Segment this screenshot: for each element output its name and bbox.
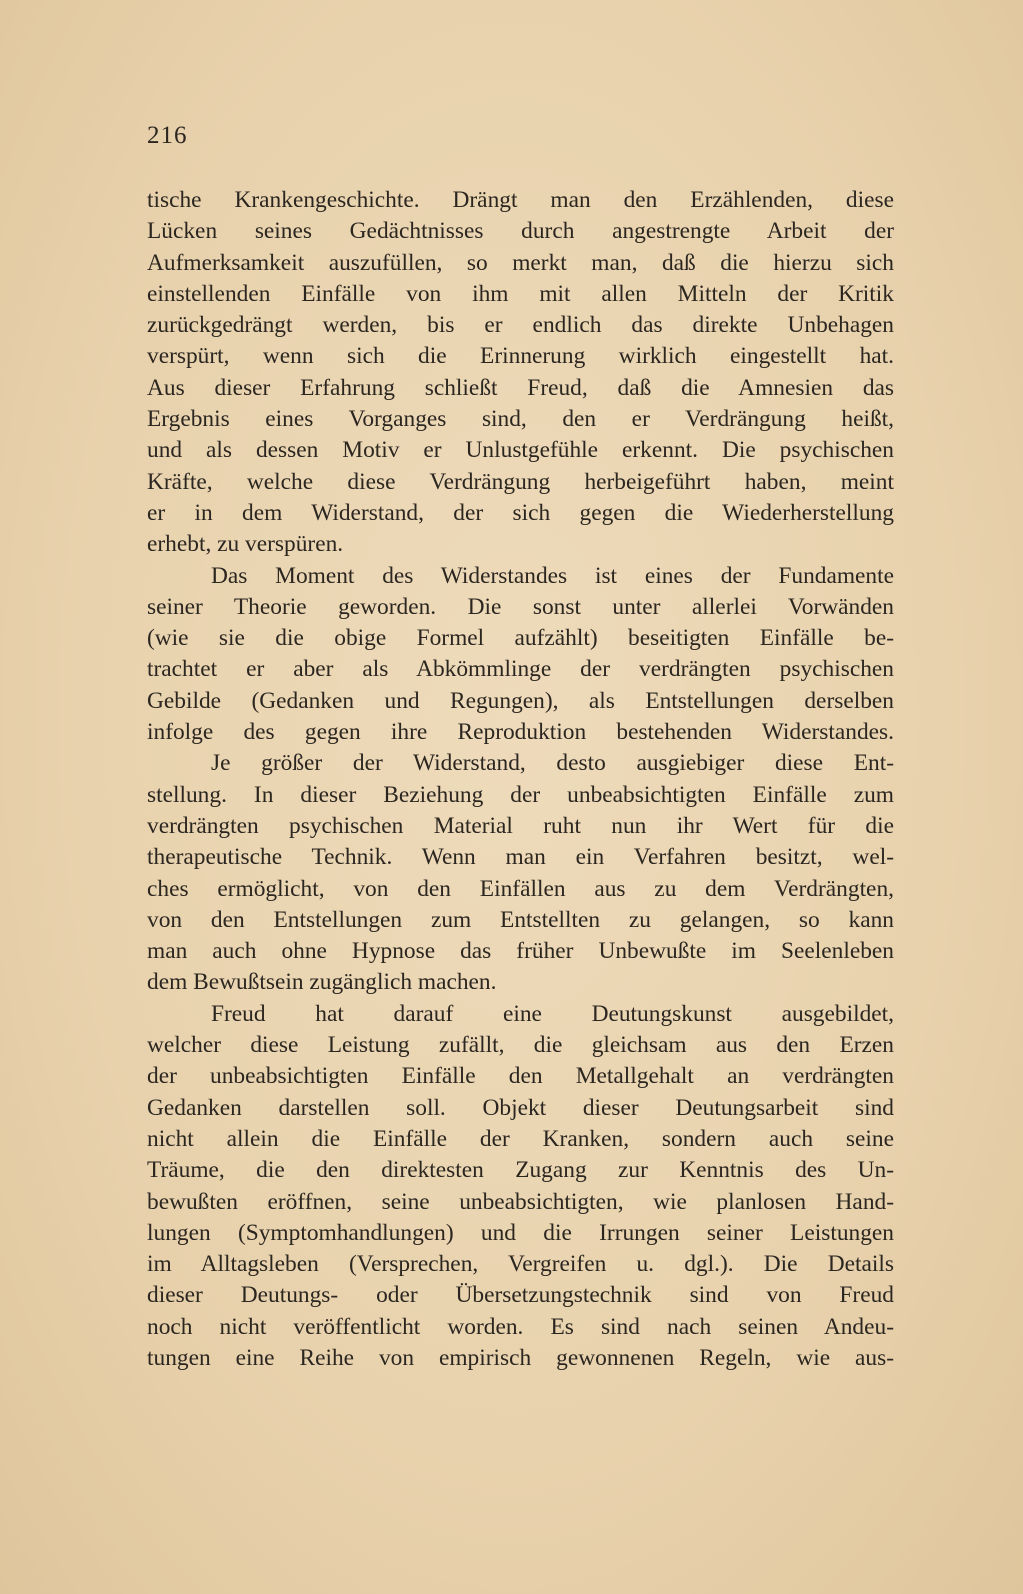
text-line: dem Bewußtsein zugänglich machen. bbox=[147, 969, 497, 996]
text-line: tische Krankengeschichte. Drängt man den Erzählenden, diese bbox=[147, 187, 894, 213]
text-line: stellung. In dieser Beziehung der unbeabsichtigten Einfälle zum bbox=[147, 781, 894, 808]
paragraph bbox=[147, 185, 894, 561]
text-line: er in dem Widerstand, der sich gegen die Wiederherstellung bbox=[147, 499, 894, 526]
text-line: lungen (Symptomhandlungen) und die Irrungen seiner Leistungen bbox=[147, 1219, 894, 1246]
body-text bbox=[147, 185, 894, 1374]
page-number: 216 bbox=[147, 122, 188, 149]
text-line: welcher diese Leistung zufällt, die gleichsam aus den Erzen bbox=[147, 1032, 894, 1059]
text-line: Aus dieser Erfahrung schließt Freud, daß die Amnesien das bbox=[147, 374, 894, 401]
text-line: trachtet er aber als Abkömmlinge der verdrängten psychischen bbox=[147, 656, 894, 683]
text-line: dieser Deutungs- oder Übersetzungstechnik sind von Freud bbox=[147, 1282, 894, 1309]
text-line: von den Entstellungen zum Entstellten zu gelangen, so kann bbox=[147, 906, 894, 933]
text-line: tungen eine Reihe von empirisch gewonnenen Regeln, wie aus- bbox=[147, 1344, 894, 1371]
text-line: Gedanken darstellen soll. Objekt dieser Deutungsarbeit sind bbox=[147, 1094, 894, 1121]
text-line: man auch ohne Hypnose das früher Unbewußte im Seelenleben bbox=[147, 938, 894, 965]
text-line: Gebilde (Gedanken und Regungen), als Entstellungen derselben bbox=[147, 687, 894, 714]
text-line: Je größer der Widerstand, desto ausgiebiger diese Ent- bbox=[211, 750, 894, 777]
text-line: verdrängten psychischen Material ruht nun ihr Wert für die bbox=[147, 812, 894, 839]
text-line: Träume, die den direktesten Zugang zur Kenntnis des Un- bbox=[147, 1157, 894, 1184]
text-line: und als dessen Motiv er Unlustgefühle erkennt. Die psychischen bbox=[147, 437, 894, 464]
text-line: ches ermöglicht, von den Einfällen aus zu dem Verdrängten, bbox=[147, 875, 894, 902]
text-line: infolge des gegen ihre Reproduktion bestehenden Widerstandes. bbox=[147, 719, 894, 746]
text-line: einstellenden Einfälle von ihm mit allen Mitteln der Kritik bbox=[147, 280, 894, 307]
text-line: Das Moment des Widerstandes ist eines der Fundamente bbox=[211, 562, 894, 589]
text-line: im Alltagsleben (Versprechen, Vergreifen u. dgl.). Die Details bbox=[147, 1251, 894, 1278]
paragraph bbox=[147, 999, 894, 1375]
text-line: bewußten eröffnen, seine unbeabsichtigten, wie planlosen Hand- bbox=[147, 1188, 894, 1215]
text-line: (wie sie die obige Formel aufzählt) beseitigten Einfälle be- bbox=[147, 625, 894, 652]
text-line: zurückgedrängt werden, bis er endlich das direkte Unbehagen bbox=[147, 312, 894, 339]
text-line: Aufmerksamkeit auszufüllen, so merkt man, daß die hierzu sich bbox=[147, 249, 894, 276]
text-line: Lücken seines Gedächtnisses durch angestrengte Arbeit der bbox=[147, 218, 894, 245]
text-line: erhebt, zu verspüren. bbox=[147, 531, 344, 558]
text-line: der unbeabsichtigten Einfälle den Metallgehalt an verdrängten bbox=[147, 1063, 894, 1090]
text-line: seiner Theorie geworden. Die sonst unter allerlei Vorwänden bbox=[147, 593, 894, 620]
text-line: Kräfte, welche diese Verdrängung herbeigeführt haben, meint bbox=[147, 468, 894, 495]
text-line: Ergebnis eines Vorganges sind, den er Verdrängung heißt, bbox=[147, 406, 894, 433]
text-line: therapeutische Technik. Wenn man ein Verfahren besitzt, wel- bbox=[147, 844, 894, 871]
text-line: nicht allein die Einfälle der Kranken, sondern auch seine bbox=[147, 1125, 894, 1152]
paragraph bbox=[147, 561, 894, 749]
text-line: verspürt, wenn sich die Erinnerung wirklich eingestellt hat. bbox=[147, 343, 894, 370]
text-line: noch nicht veröffentlicht worden. Es sind nach seinen Andeu- bbox=[147, 1313, 894, 1340]
text-line: Freud hat darauf eine Deutungskunst ausgebildet, bbox=[211, 1000, 894, 1027]
paragraph bbox=[147, 748, 894, 998]
